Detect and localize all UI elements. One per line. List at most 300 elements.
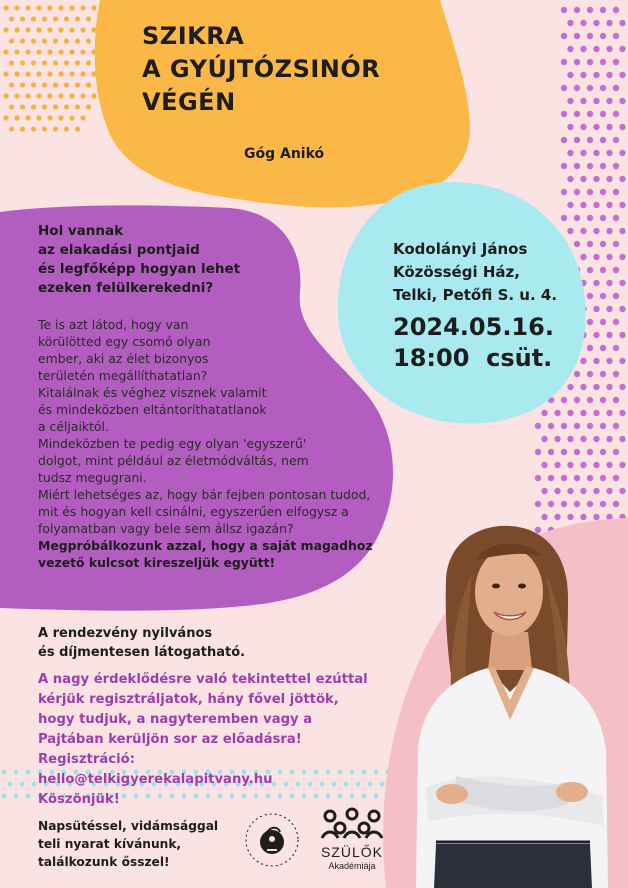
decor-dot [613,345,619,351]
decor-dot [14,794,19,799]
decor-dot [80,115,85,120]
decor-dot [593,488,599,494]
decor-dot [574,423,580,429]
decor-dot [541,436,547,442]
decor-dot [619,20,625,26]
decor-dot [80,71,85,76]
decor-dot [561,215,567,221]
decor-dot [606,46,612,52]
decor-dot [86,38,91,43]
decor-dot [25,27,30,32]
decor-dot [32,782,37,787]
decor-dot [613,397,619,403]
decor-dot [541,462,547,468]
decor-dot [535,423,541,429]
decor-dot [548,501,554,507]
decor-dot [58,27,63,32]
decor-dot [58,115,63,120]
decor-dot [368,782,373,787]
decor-dot [619,306,625,312]
body-line: Kitalálnak és véghez visznek valamit [38,385,267,400]
decor-dot [9,16,14,21]
decor-dot [91,5,96,10]
decor-dot [593,332,599,338]
decor-dot [53,16,58,21]
decor-dot [574,397,580,403]
decor-dot [600,241,606,247]
decor-dot [567,410,573,416]
wish-line: találkozunk ősszel! [38,855,170,869]
decor-dot [606,358,612,364]
decor-dot [561,111,567,117]
decor-dot [567,150,573,156]
decor-dot [567,384,573,390]
decor-dot [580,46,586,52]
decor-dot [26,794,31,799]
decor-dot [613,215,619,221]
decor-dot [25,93,30,98]
decor-dot [619,384,625,390]
decor-dot [600,111,606,117]
decor-dot [600,59,606,65]
decor-dot [541,410,547,416]
decor-dot [561,7,567,13]
question-line: Hol vannak [38,223,124,239]
decor-dot [574,163,580,169]
body-line: területén megállíthatatlan? [38,368,208,383]
decor-dot [593,462,599,468]
decor-dot [587,163,593,169]
decor-dot [567,462,573,468]
body-line: és mindeközben eltántoríthatatlanok [38,402,267,417]
decor-dot [619,228,625,234]
decor-dot [613,267,619,273]
body-line: Mindeközben te pedig egy olyan 'egyszerű' [38,436,307,451]
decor-dot [587,475,593,481]
decor-dot [587,397,593,403]
decor-dot [574,501,580,507]
decor-dot [3,27,8,32]
decor-dot [9,126,14,131]
decor-dot [606,176,612,182]
decor-dot [593,176,599,182]
event-title [142,20,380,119]
decor-dot [619,358,625,364]
decor-dot [606,384,612,390]
registration-line: Pajtában kerüljön sor az előadásra! [38,732,302,747]
decor-dot [606,98,612,104]
decor-dot [587,33,593,39]
decor-dot [613,111,619,117]
decor-dot [587,215,593,221]
decor-dot [53,104,58,109]
title-line: SZIKRA [142,22,245,50]
decor-dot [31,126,36,131]
registration-label: Regisztráció: [38,752,135,767]
decor-dot [42,60,47,65]
decor-dot [593,436,599,442]
decor-dot [580,150,586,156]
decor-dot [14,5,19,10]
decor-dot [606,228,612,234]
decor-dot [86,60,91,65]
decor-dot [613,319,619,325]
decor-dot [600,475,606,481]
title-line: A GYÚJTÓZSINÓR [142,55,381,83]
decor-dot [619,332,625,338]
decor-dot [561,423,567,429]
decor-dot [80,93,85,98]
decor-dot [619,436,625,442]
decor-dot [613,475,619,481]
decor-dot [613,423,619,429]
decor-dot [26,770,31,775]
decor-dot [86,82,91,87]
wish-line: teli nyarat kívánunk, [38,837,182,851]
decor-dot [14,49,19,54]
decor-dot [25,5,30,10]
speaker-photo [396,520,628,888]
decor-dot [580,436,586,442]
decor-dot [593,358,599,364]
decor-dot [20,82,25,87]
decor-dot [567,46,573,52]
title-line: VÉGÉN [142,88,236,116]
decor-dot [574,7,580,13]
academy-logo-title: SZÜLŐK [320,844,383,860]
decor-dot [606,462,612,468]
decor-dot [613,241,619,247]
decor-dot [574,215,580,221]
decor-dot [600,85,606,91]
decor-dot [69,93,74,98]
decor-dot [561,33,567,39]
body-line: ember, aki az élet bizonyos [38,351,209,366]
decor-dot [567,20,573,26]
decor-dot [42,16,47,21]
body-line: mit és hogyan kell csinálni, egyszerűen elfogysz a [38,504,349,519]
decor-dot [58,5,63,10]
venue-line: Közösségi Ház, [393,263,520,281]
decor-dot [554,488,560,494]
decor-dot [20,782,25,787]
decor-dot [548,423,554,429]
closing-line: vezető kulcsot kireszeljük együtt! [38,555,276,570]
decor-dot [3,49,8,54]
registration-line: hogy tudjuk, a nagyteremben vagy a [38,712,313,727]
decor-dot [587,423,593,429]
decor-dot [593,384,599,390]
decor-dot [600,345,606,351]
intro-body [38,316,373,571]
decor-dot [593,72,599,78]
decor-dot [600,397,606,403]
decor-dot [53,126,58,131]
decor-dot [86,16,91,21]
decor-dot [31,82,36,87]
decor-dot [554,436,560,442]
decor-dot [2,770,7,775]
decor-dot [561,475,567,481]
decor-dot [606,20,612,26]
decor-dot [606,488,612,494]
decor-dot [613,501,619,507]
decor-dot [600,33,606,39]
decor-dot [593,254,599,260]
decor-dot [593,46,599,52]
decor-dot [64,104,69,109]
body-line: dolgot, mint például az életmódváltás, nem [38,453,309,468]
decor-dot [593,124,599,130]
decor-dot [535,501,541,507]
decor-dot [613,85,619,91]
event-date: 2024.05.16. [393,313,554,341]
decor-dot [535,475,541,481]
decor-dot [561,449,567,455]
decor-dot [561,397,567,403]
body-line: körülötted egy csomó olyan [38,334,211,349]
decor-dot [619,280,625,286]
decor-dot [593,228,599,234]
decor-dot [554,410,560,416]
decor-dot [75,82,80,87]
decor-dot [567,176,573,182]
decor-dot [587,345,593,351]
decor-dot [600,215,606,221]
foundation-logo [244,812,300,868]
decor-dot [3,115,8,120]
decor-dot [14,115,19,120]
decor-dot [600,371,606,377]
decor-dot [561,501,567,507]
decor-dot [36,27,41,32]
decor-dot [606,280,612,286]
decor-dot [75,60,80,65]
decor-dot [613,163,619,169]
decor-dot [613,449,619,455]
decor-dot [64,60,69,65]
decor-dot [619,202,625,208]
summer-wish [38,817,218,871]
registration-email-link[interactable]: hello@telkigyerekalapitvany.hu [38,772,273,787]
decor-dot [14,93,19,98]
decor-dot [613,33,619,39]
decor-dot [20,104,25,109]
decor-dot [80,27,85,32]
decor-dot [574,59,580,65]
decor-dot [580,72,586,78]
decor-dot [31,60,36,65]
decor-dot [606,410,612,416]
decor-dot [20,38,25,43]
decor-dot [580,124,586,130]
decor-dot [593,410,599,416]
decor-dot [580,228,586,234]
decor-dot [567,124,573,130]
decor-dot [58,93,63,98]
academy-logo-subtitle: Akadémiája [328,861,376,871]
decor-dot [548,449,554,455]
decor-dot [593,306,599,312]
decor-dot [613,293,619,299]
decor-dot [567,436,573,442]
decor-dot [619,410,625,416]
decor-dot [64,126,69,131]
decor-dot [535,449,541,455]
decor-dot [574,85,580,91]
decor-dot [69,115,74,120]
decor-dot [587,241,593,247]
decor-dot [580,254,586,260]
registration-info [38,670,368,810]
decor-dot [587,267,593,273]
decor-dot [36,71,41,76]
decor-dot [574,189,580,195]
decor-dot [574,371,580,377]
decor-dot [600,189,606,195]
decor-dot [574,111,580,117]
decor-dot [619,462,625,468]
decor-dot [587,7,593,13]
decor-dot [606,332,612,338]
decor-dot [69,49,74,54]
decor-dot [14,71,19,76]
closing-line: Megpróbálkozunk azzal, hogy a saját magadhoz [38,538,373,553]
decor-dot [14,27,19,32]
decor-dot [548,475,554,481]
decor-dot [31,104,36,109]
venue-line: Kodolányi János [393,240,528,258]
decor-dot [567,72,573,78]
decor-dot [593,98,599,104]
venue-line: Telki, Petőfi S. u. 4. [393,286,558,304]
decor-dot [580,410,586,416]
decor-dot [574,241,580,247]
decor-dot [606,306,612,312]
decor-dot [47,27,52,32]
decor-dot [593,150,599,156]
decor-dot [619,124,625,130]
decor-dot [600,137,606,143]
decor-dot [567,98,573,104]
decor-dot [619,254,625,260]
decor-dot [600,501,606,507]
decor-dot [36,5,41,10]
decor-dot [58,49,63,54]
decor-dot [86,104,91,109]
decor-dot [561,85,567,91]
body-line: a céljaiktól. [38,419,109,434]
intro-question [38,222,240,298]
event-time: 18:00 csüt. [393,344,553,372]
decor-dot [374,794,379,799]
decor-dot [606,436,612,442]
decor-dot [69,27,74,32]
decor-dot [42,126,47,131]
decor-dot [587,111,593,117]
thanks-line: Köszönjük! [38,792,120,807]
academy-logo [316,806,388,878]
decor-dot [64,38,69,43]
decor-dot [619,98,625,104]
decor-dot [14,770,19,775]
decor-dot [619,488,625,494]
body-line: folyamatban vagy bele sem állsz igazán? [38,521,294,536]
decor-dot [606,72,612,78]
decor-dot [75,38,80,43]
decor-dot [580,98,586,104]
decor-dot [53,82,58,87]
admission-line: A rendezvény nyilvános [38,626,213,641]
decor-dot [20,16,25,21]
decor-dot [587,371,593,377]
question-line: és legfőképp hogyan lehet [38,261,241,277]
decor-dot [606,150,612,156]
decor-dot [25,71,30,76]
decor-dot [374,770,379,775]
decor-dot [47,115,52,120]
decor-dot [567,228,573,234]
decor-dot [9,104,14,109]
decor-dot [580,20,586,26]
decor-dot [619,72,625,78]
decor-dot [593,20,599,26]
admission-note [38,624,245,662]
decor-dot [31,38,36,43]
decor-dot [587,501,593,507]
decor-dot [42,104,47,109]
decor-dot [580,384,586,390]
decor-dot [580,202,586,208]
decor-dot [561,137,567,143]
decor-dot [80,5,85,10]
decor-dot [42,38,47,43]
decor-dot [561,189,567,195]
decor-dot [75,16,80,21]
decor-dot [580,462,586,468]
decor-dot [80,49,85,54]
decor-dot [600,319,606,325]
decor-dot [36,49,41,54]
people-icon [316,806,388,842]
decor-dot [9,82,14,87]
question-line: ezeken felülkerekedni? [38,280,214,296]
decor-dot [91,93,96,98]
decor-dot [47,71,52,76]
decor-dot [593,202,599,208]
wish-line: Napsütéssel, vidámsággal [38,819,219,833]
decor-dot [3,71,8,76]
decor-dot [606,124,612,130]
decor-dot [53,60,58,65]
decor-dot [8,782,13,787]
decor-dot [613,59,619,65]
body-line: Miért lehetséges az, hogy bár fejben pontosan tudod, [38,487,371,502]
decor-dot [600,267,606,273]
decor-dot [36,115,41,120]
decor-dot [613,7,619,13]
decor-dot [619,46,625,52]
decor-dot [53,38,58,43]
decor-dot [561,59,567,65]
decor-dot [587,293,593,299]
admission-line: és díjmentesen látogatható. [38,645,246,660]
decor-dot [20,126,25,131]
decor-dot [574,137,580,143]
decor-dot [58,71,63,76]
decor-dot [606,254,612,260]
decor-dot [64,82,69,87]
